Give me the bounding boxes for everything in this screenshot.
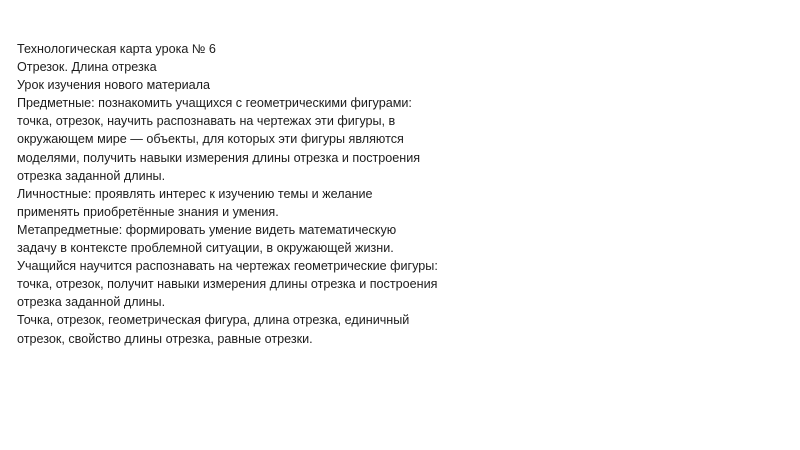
text-line-meta-goals: Метапредметные: формировать умение видеть математическую [17,222,397,237]
text-line: задачу в контексте проблемной ситуации, в окружающей жизни. [17,241,394,256]
text-line-learning-outcomes: Учащийся научится распознавать на чертежах геометрические фигуры: [17,259,438,274]
text-line-personal-goals: Личностные: проявлять интерес к изучению темы и желание [17,186,373,201]
text-line: окружающем мире — объекты, для которых эти фигуры являются [17,132,404,147]
text-line-key-terms: Точка, отрезок, геометрическая фигура, длина отрезка, единичный [17,313,410,328]
text-line-lesson-type: Урок изучения нового материала [17,78,211,93]
lesson-plan-text [17,40,557,348]
text-line: точка, отрезок, научить распознавать на чертежах эти фигуры, в [17,114,396,129]
text-line: отрезка заданной длины. [17,168,166,183]
text-line: точка, отрезок, получит навыки измерения длины отрезка и построения [17,277,438,292]
text-line-card-title: Технологическая карта урока № 6 [17,42,216,56]
text-line-subject-goals: Предметные: познакомить учащихся с геометрическими фигурами: [17,96,412,111]
text-line: применять приобретённые знания и умения. [17,204,279,219]
text-line: отрезка заданной длины. [17,295,166,310]
text-line-lesson-topic: Отрезок. Длина отрезка [17,60,157,75]
text-line: моделями, получить навыки измерения длины отрезка и построения [17,150,421,165]
text-line: отрезок, свойство длины отрезка, равные отрезки. [17,331,313,346]
